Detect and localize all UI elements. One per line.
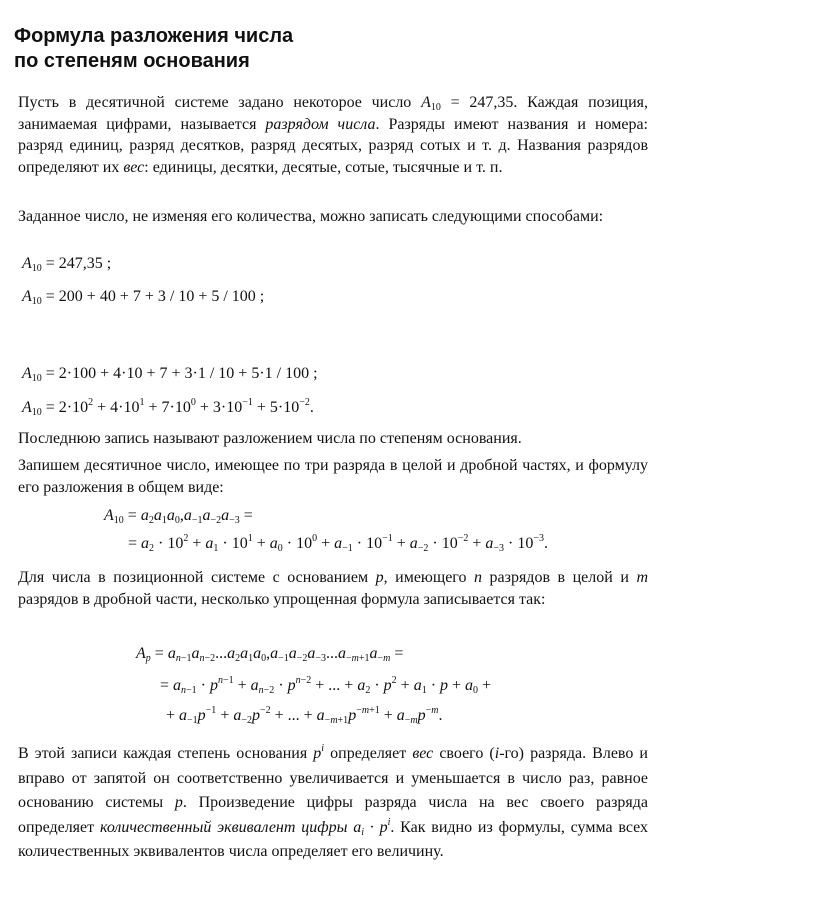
equation-1: $A_{10} = 247,35$ ; xyxy=(22,255,112,274)
equation-2: $A_{10} = 200 + 40 + 7 + 3 / 10 + 5 / 100$ ; xyxy=(22,288,265,307)
term-weight: вес xyxy=(123,158,145,176)
intro-paragraph xyxy=(18,92,648,178)
intro-text-4: : единицы, десятки, десятые, сотые, тысячные и т. п. xyxy=(144,158,503,176)
ways-paragraph: Заданное число, не изменяя его количества, можно записать следующими способами: xyxy=(18,208,604,225)
equation-4: $A_{10} = 2\cdot 10^2 + 4\cdot 10^1 + 7\cdot 10^0 + 3\cdot 10^{-1} + 5\cdot 10^{-2}$. xyxy=(22,397,314,418)
positional-paragraph: Для числа в позиционной системе с основанием p, имеющего n разрядов в целой и m разрядов в дробной части, несколько упрощенная формула записывается так: xyxy=(18,569,649,608)
title-line-1: Формула разложения числа xyxy=(14,25,294,47)
number-symbol: A xyxy=(421,94,431,111)
general-formula-line-1: $A_{10} = a_2a_1a_0,a_{-1}a_{-2}a_{-3}$ = xyxy=(104,507,253,526)
general-formula-line-2: = $a_2 \cdot 10^2 + a_1 \cdot 10^1 + a_0 \cdot 10^0 + a_{-1} \cdot 10^{-1} + a_{-2} \cdot 10^{-2} + a_{-3} \cdot 10^{-3}$. xyxy=(128,533,548,554)
page-title xyxy=(14,24,293,74)
positional-formula-line-3: + $a_{-1}p^{-1} + a_{-2}p^{-2}$ + ... + $a_{-m+1}p^{-m+1} + a_{-m}p^{-m}$. xyxy=(166,705,443,726)
general-form-paragraph: Запишем десятичное число, имеющее по три разряда в целой и дробной частях, и формулу его разложения в общем виде: xyxy=(18,457,648,496)
positional-formula-line-1: $A_p = a_{n-1}a_{n-2}...a_2a_1a_0,a_{-1}a_{-2}a_{-3}...a_{-m+1}a_{-m}$ = xyxy=(136,645,404,664)
equation-3: $A_{10} = 2\cdot 100 + 4\cdot 10 + 7 + 3\cdot 1 / 10 + 5\cdot 1 / 100$ ; xyxy=(22,365,318,384)
intro-text-1: Пусть в десятичной системе задано некоторое число xyxy=(18,94,422,111)
intro-text-3: . Разряды имеют названия и номера: разряд единиц, разряд десятков, разряд десятых, разряд сотых и т. д. Названия разрядов определяют их xyxy=(18,115,648,176)
weight-paragraph: В этой записи каждая степень основания $p^i$ определяет вес своего (i-го) разряда. Влево и вправо от запятой он соответственно увеличивается и уменьшается в число раз, равное основанию системы p. Произведение цифры разряда числа на вес своего разряда определяет количественный эквивалент цифры $a_i \cdot p^i$. Как видно из формулы, сумма всех количественных эквивалентов числа определяет его величину. xyxy=(18,743,649,860)
positional-formula-line-2: = $a_{n-1} \cdot p^{n-1} + a_{n-2} \cdot p^{n-2}$ + ... + $a_2 \cdot p^2 + a_1 \cdot p + a_0$ + xyxy=(160,675,492,696)
intro-text-2: . Каждая позиция, занимаемая цифрами, называется xyxy=(18,94,648,133)
number-value: = 247,35 xyxy=(440,94,514,111)
term-digit-place: разрядом числа xyxy=(265,115,376,133)
expansion-paragraph: Последнюю запись называют разложением числа по степеням основания. xyxy=(18,430,522,447)
title-line-2: по степеням основания xyxy=(14,50,250,72)
number-subscript: 10 xyxy=(430,102,441,113)
